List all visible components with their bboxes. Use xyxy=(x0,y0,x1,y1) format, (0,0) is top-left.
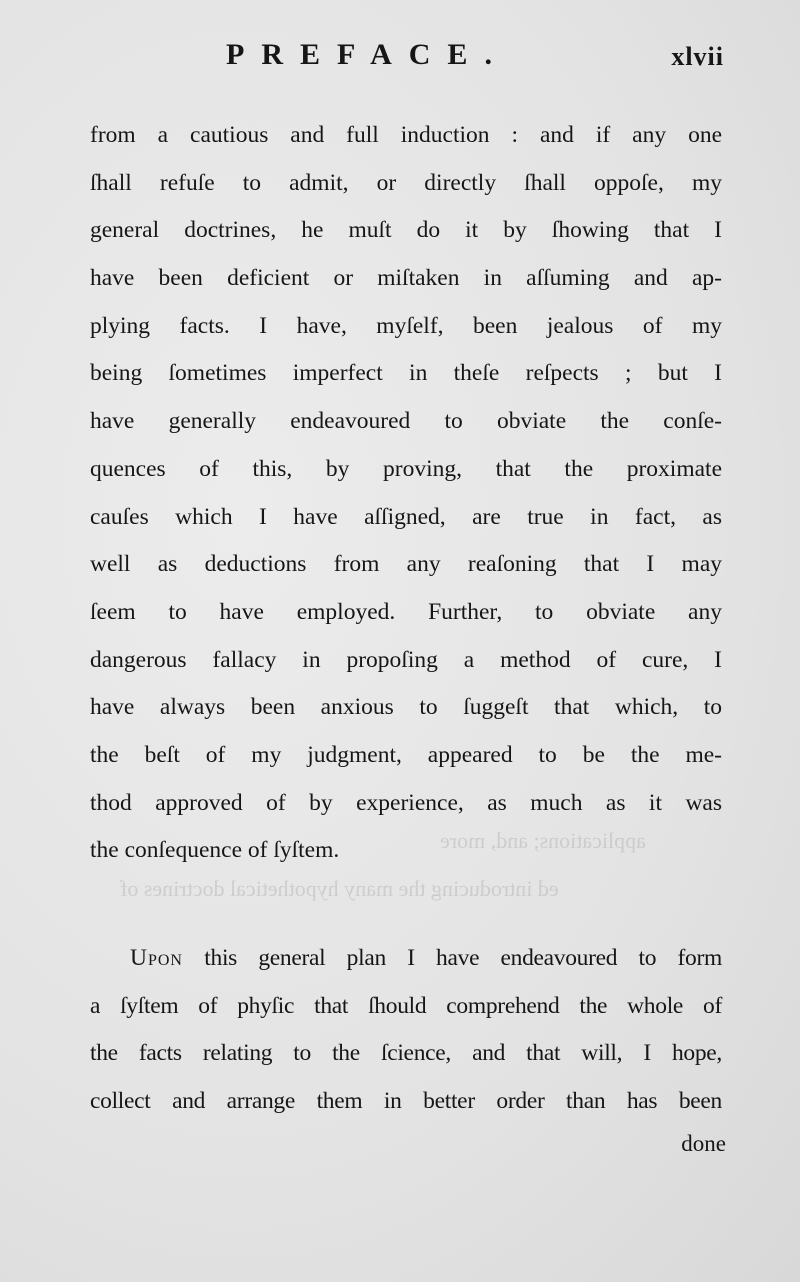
running-title: PREFACE. xyxy=(226,38,509,71)
paragraph-gap xyxy=(90,875,722,935)
text-line: general doctrines, he muſt do it by ſhowing that I xyxy=(90,217,722,244)
paragraph-1 xyxy=(90,112,722,875)
text-line: plying facts. I have, myſelf, been jealous of my xyxy=(90,312,722,339)
text-line: ſhall refuſe to admit, or directly ſhall oppoſe, my xyxy=(90,169,722,196)
text-line xyxy=(90,935,722,983)
text-line: cauſes which I have aſſigned, are true in fact, as xyxy=(90,503,722,530)
text-line: have always been anxious to ſuggeſt that which, to xyxy=(90,694,722,721)
text-line: have generally endeavoured to obviate the conſe- xyxy=(90,408,722,435)
text-line: the conſequence of ſyſtem. xyxy=(90,837,340,864)
show-through-text: ed introducing the many hypothetical doctrines of xyxy=(120,876,559,901)
text-line: the facts relating to the ſcience, and that will, I hope, xyxy=(90,1040,722,1067)
text-line: thod approved of by experience, as much as it was xyxy=(90,789,722,816)
text-line: quences of this, by proving, that the proximate xyxy=(90,455,722,482)
text-line: being ſometimes imperfect in theſe reſpects ; but I xyxy=(90,360,722,387)
show-through-text: applications; and, more xyxy=(440,828,646,853)
text-line: collect and arrange them in better order than has been xyxy=(90,1088,722,1115)
catchword: done xyxy=(681,1131,726,1156)
paragraph-lead-word: Upon xyxy=(130,945,183,971)
page-header xyxy=(0,38,800,88)
text-line: have been deficient or miſtaken in aſſuming and ap- xyxy=(90,265,722,292)
text-line: ſeem to have employed. Further, to obviate any xyxy=(90,598,722,625)
text-line: dangerous fallacy in propoſing a method of cure, I xyxy=(90,646,722,673)
text-line: a ſyſtem of phyſic that ſhould comprehend the whole of xyxy=(90,992,722,1019)
text-line: from a cautious and full induction : and if any one xyxy=(90,122,722,148)
text-run: this general plan I have endeavoured to form xyxy=(182,945,722,971)
text-line: the beſt of my judgment, appeared to be the me- xyxy=(90,741,722,768)
page-number: xlvii xyxy=(671,42,724,71)
text-line: well as deductions from any reaſoning that I may xyxy=(90,551,722,578)
paragraph-2 xyxy=(90,935,722,1126)
body-text xyxy=(90,112,722,1126)
